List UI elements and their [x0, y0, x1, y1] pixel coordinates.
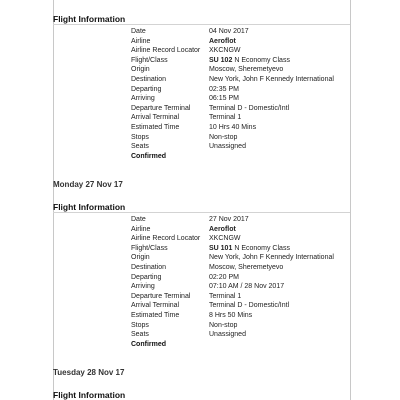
row-destination: Destination Moscow, Sheremetyevo [131, 263, 284, 271]
status-confirmed: Confirmed [131, 152, 166, 160]
divider [53, 212, 350, 213]
left-border-line [53, 0, 54, 400]
row-arrival-terminal: Arrival Terminal Terminal D - Domestic/Intl [131, 302, 290, 310]
row-destination: Destination New York, John F Kennedy International [131, 75, 334, 83]
row-estimated-time: Estimated Time 8 Hrs 50 Mins [131, 311, 253, 319]
row-arriving: Arriving 07:10 AM / 28 Nov 2017 [131, 283, 285, 291]
row-seats: Seats Unassigned [131, 331, 246, 339]
row-date: Date 04 Nov 2017 [131, 28, 249, 35]
row-origin: Origin Moscow, Sheremetyevo [131, 66, 284, 74]
day-heading: Monday 27 Nov 17 [53, 180, 123, 189]
flight-class: N Economy Class [234, 56, 290, 64]
row-departure-terminal: Departure Terminal Terminal D - Domestic/Intl [131, 104, 290, 112]
row-flight-class: Flight/Class SU 101 N Economy Class [131, 244, 290, 252]
flight-class: N Economy Class [234, 244, 290, 252]
row-airline: Airline Aeroflot [131, 225, 236, 233]
flight-details-2 [131, 215, 334, 349]
row-departure-terminal: Departure Terminal Terminal 1 [131, 292, 242, 300]
row-estimated-time: Estimated Time 10 Hrs 40 Mins [131, 123, 257, 131]
status-confirmed: Confirmed [131, 340, 166, 348]
flight-details-1 [131, 27, 334, 161]
divider [53, 24, 350, 25]
flight-info-title: Flight Information [53, 202, 126, 212]
flight-number: SU 101 [209, 244, 233, 252]
row-arriving: Arriving 06:15 PM [131, 95, 239, 103]
day-heading: Tuesday 28 Nov 17 [53, 368, 125, 377]
flight-info-title: Flight Information [53, 390, 126, 400]
row-stops: Stops Non-stop [131, 321, 238, 329]
row-stops: Stops Non-stop [131, 133, 238, 141]
row-record-locator: Airline Record Locator XKCNGW [131, 235, 241, 243]
row-departing: Departing 02:35 PM [131, 85, 239, 93]
row-airline: Airline Aeroflot [131, 37, 236, 45]
row-seats: Seats Unassigned [131, 143, 246, 151]
row-arrival-terminal: Arrival Terminal Terminal 1 [131, 114, 242, 122]
row-record-locator: Airline Record Locator XKCNGW [131, 47, 241, 55]
right-border-line [350, 0, 351, 400]
flight-number: SU 102 [209, 56, 233, 64]
row-origin: Origin New York, John F Kennedy International [131, 254, 334, 262]
row-departing: Departing 02:20 PM [131, 273, 239, 281]
flight-info-title: Flight Information [53, 14, 126, 24]
row-flight-class: Flight/Class SU 102 N Economy Class [131, 56, 290, 64]
row-date: Date 27 Nov 2017 [131, 216, 249, 223]
